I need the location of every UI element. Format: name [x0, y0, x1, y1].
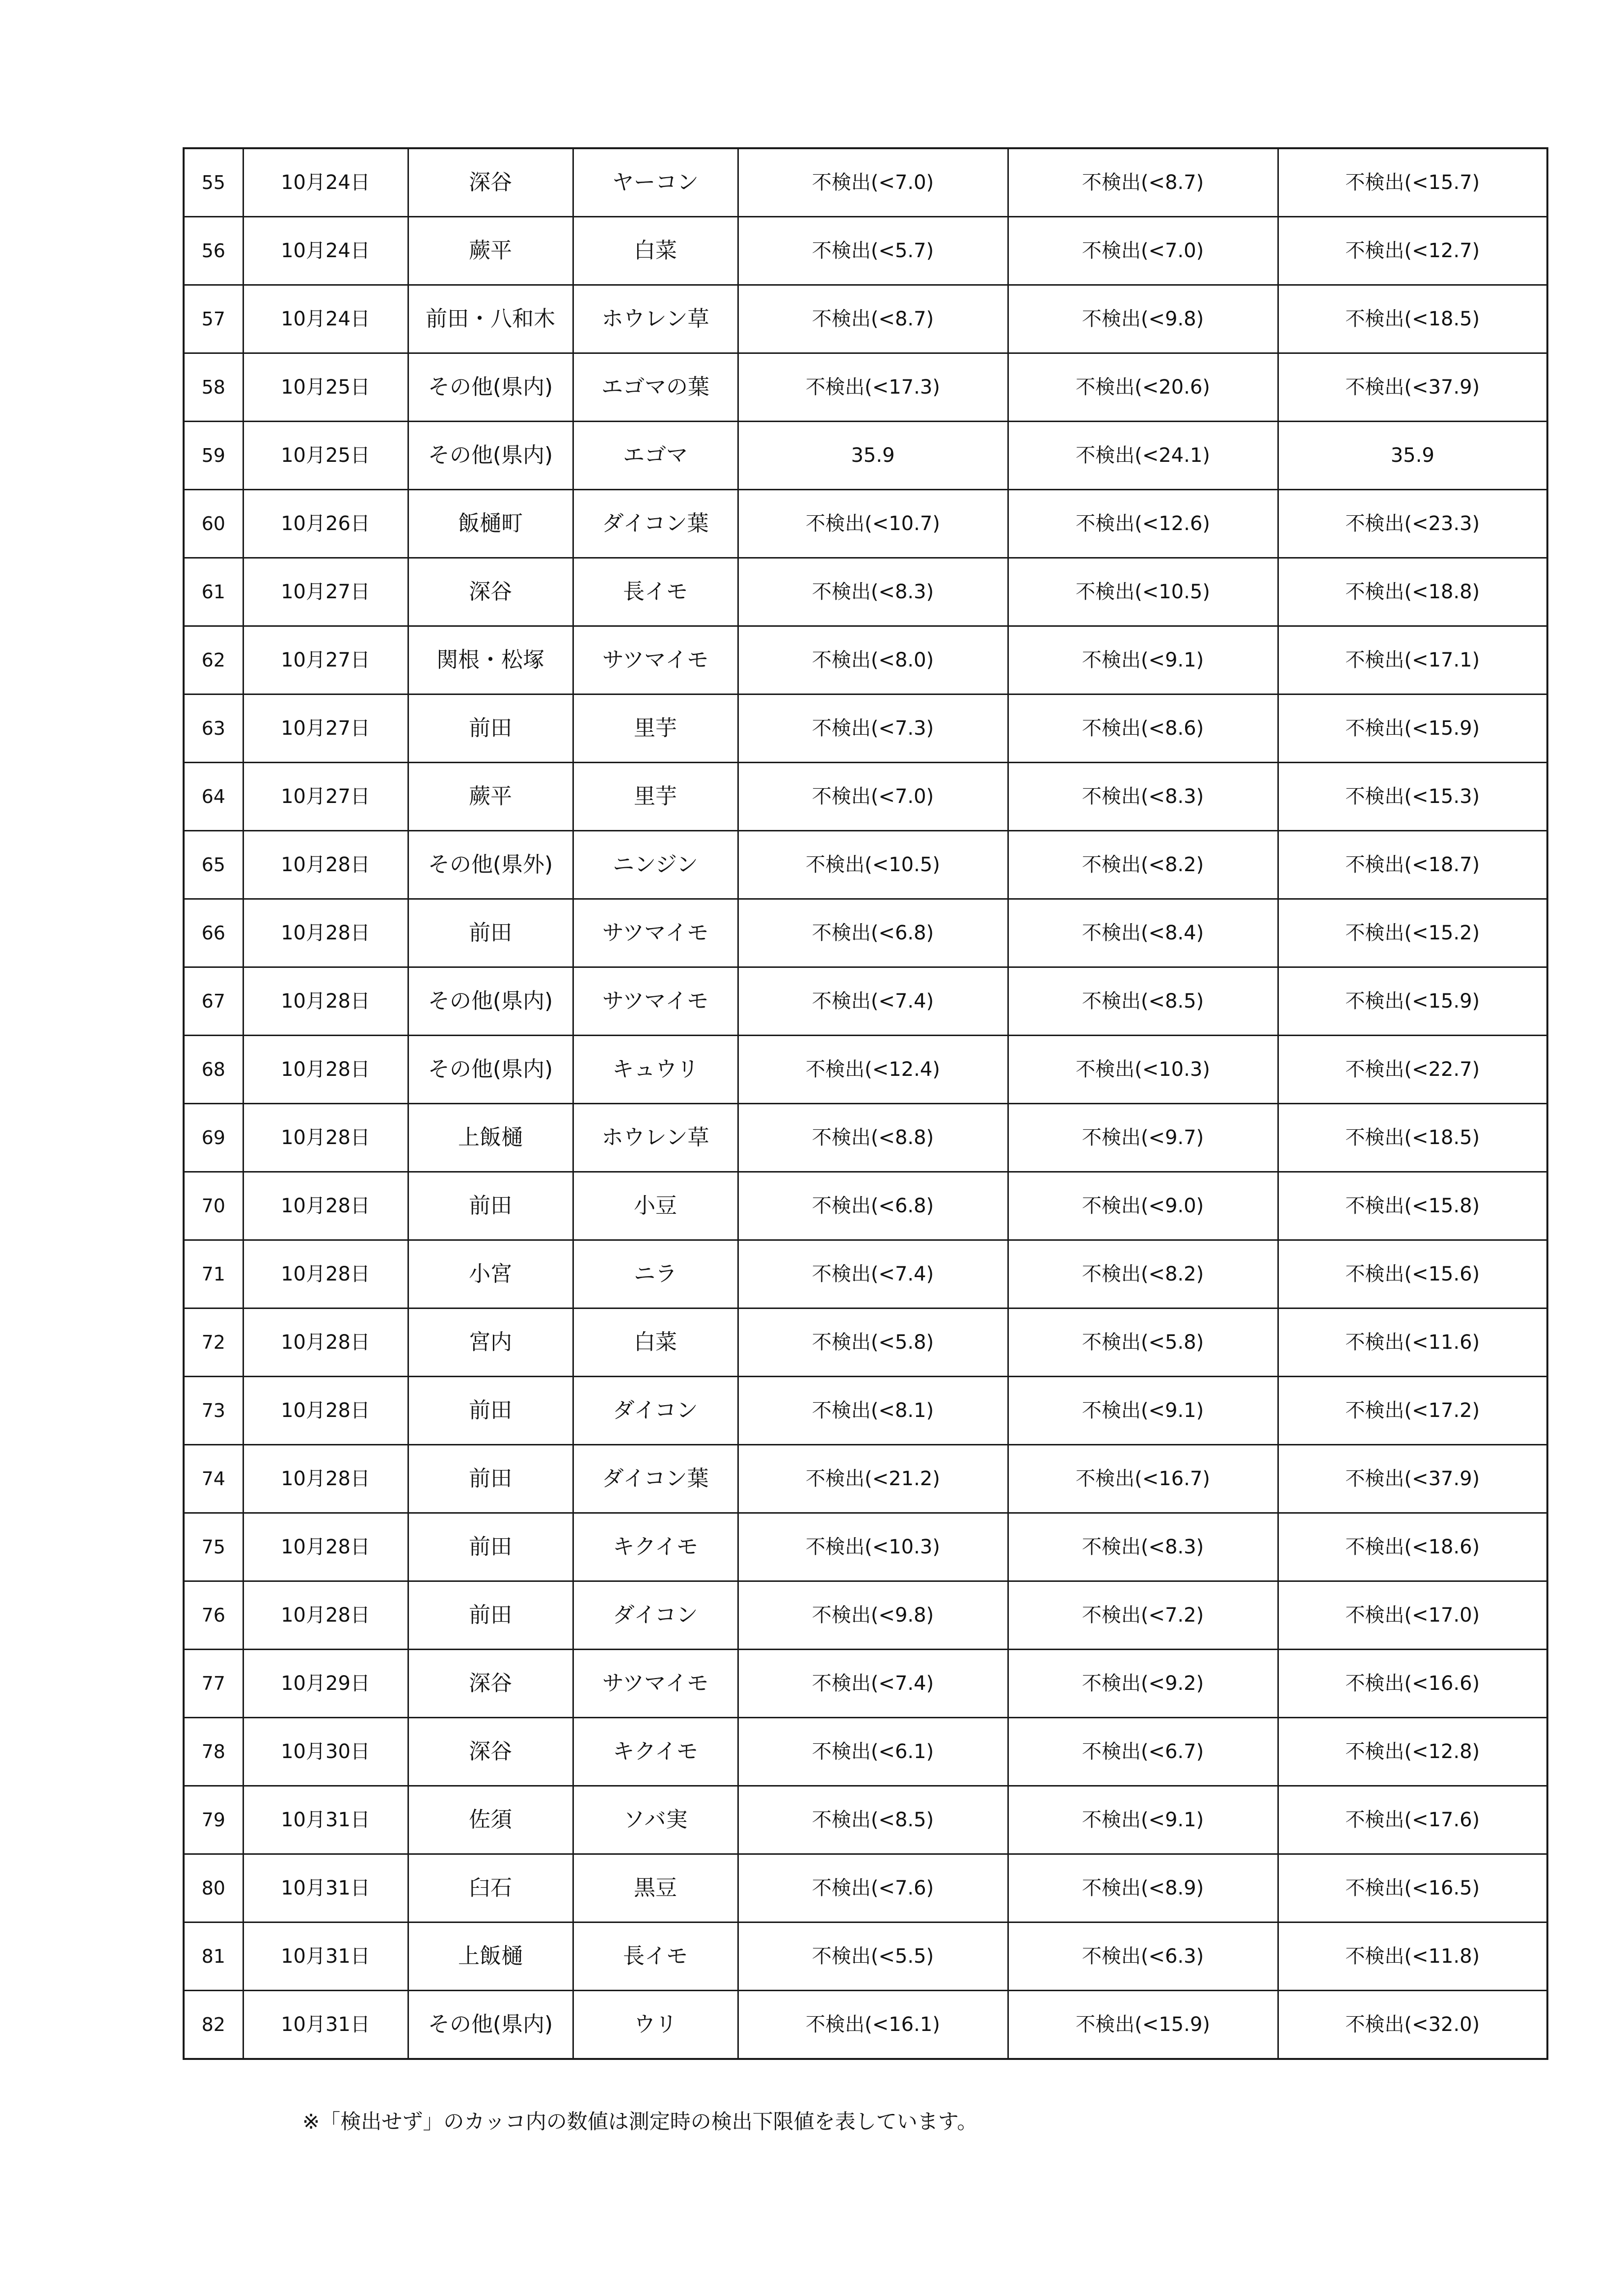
table-row	[184, 1854, 1547, 1922]
sample-number-cell: 60	[184, 490, 243, 558]
sample-number-cell: 79	[184, 1786, 243, 1854]
sample-date-cell: 10月24日	[243, 285, 408, 353]
result-value-2-cell: 不検出(<20.6)	[1008, 353, 1278, 422]
table-body	[184, 148, 1547, 2059]
item-cell: ホウレン草	[573, 285, 738, 353]
sample-number-cell: 71	[184, 1240, 243, 1308]
sample-number-cell: 73	[184, 1377, 243, 1445]
result-value-2-cell: 不検出(<9.7)	[1008, 1104, 1278, 1172]
sample-date-cell: 10月27日	[243, 763, 408, 831]
sample-number-cell: 66	[184, 899, 243, 967]
area-cell: その他(県外)	[408, 831, 573, 899]
item-cell: サツマイモ	[573, 967, 738, 1036]
area-cell: 蕨平	[408, 763, 573, 831]
result-value-2-cell: 不検出(<9.1)	[1008, 1786, 1278, 1854]
item-cell: サツマイモ	[573, 1650, 738, 1718]
table-row	[184, 217, 1547, 285]
result-value-1-cell: 不検出(<21.2)	[738, 1445, 1008, 1513]
item-cell: 白菜	[573, 1308, 738, 1377]
result-total-cell: 不検出(<11.8)	[1278, 1922, 1547, 1991]
item-cell: キュウリ	[573, 1036, 738, 1104]
area-cell: 飯樋町	[408, 490, 573, 558]
result-total-cell: 不検出(<22.7)	[1278, 1036, 1547, 1104]
sample-number-cell: 62	[184, 626, 243, 694]
item-cell: 長イモ	[573, 1922, 738, 1991]
footnote: ※「検出せず」のカッコ内の数値は測定時の検出下限値を表しています。	[302, 2109, 978, 2134]
table-row	[184, 1445, 1547, 1513]
sample-number-cell: 81	[184, 1922, 243, 1991]
area-cell: 蕨平	[408, 217, 573, 285]
area-cell: 深谷	[408, 558, 573, 626]
item-cell: 小豆	[573, 1172, 738, 1240]
item-cell: キクイモ	[573, 1513, 738, 1581]
sample-date-cell: 10月26日	[243, 490, 408, 558]
table-row	[184, 1650, 1547, 1718]
sample-number-cell: 74	[184, 1445, 243, 1513]
result-value-1-cell: 不検出(<9.8)	[738, 1581, 1008, 1650]
item-cell: ダイコン葉	[573, 1445, 738, 1513]
sample-number-cell: 70	[184, 1172, 243, 1240]
sample-number-cell: 72	[184, 1308, 243, 1377]
result-value-2-cell: 不検出(<8.9)	[1008, 1854, 1278, 1922]
table-row	[184, 1991, 1547, 2059]
result-total-cell: 不検出(<15.2)	[1278, 899, 1547, 967]
sample-date-cell: 10月24日	[243, 148, 408, 217]
result-value-1-cell: 不検出(<7.0)	[738, 148, 1008, 217]
result-value-1-cell: 不検出(<5.8)	[738, 1308, 1008, 1377]
result-value-2-cell: 不検出(<24.1)	[1008, 422, 1278, 490]
area-cell: 佐須	[408, 1786, 573, 1854]
result-value-1-cell: 不検出(<7.6)	[738, 1854, 1008, 1922]
result-value-1-cell: 不検出(<8.1)	[738, 1377, 1008, 1445]
result-total-cell: 不検出(<23.3)	[1278, 490, 1547, 558]
result-value-1-cell: 不検出(<5.7)	[738, 217, 1008, 285]
sample-date-cell: 10月31日	[243, 1922, 408, 1991]
result-value-2-cell: 不検出(<8.3)	[1008, 1513, 1278, 1581]
result-value-2-cell: 不検出(<9.1)	[1008, 626, 1278, 694]
item-cell: 長イモ	[573, 558, 738, 626]
area-cell: 関根・松塚	[408, 626, 573, 694]
result-total-cell: 不検出(<17.1)	[1278, 626, 1547, 694]
result-total-cell: 不検出(<37.9)	[1278, 353, 1547, 422]
sample-number-cell: 55	[184, 148, 243, 217]
sample-number-cell: 82	[184, 1991, 243, 2059]
sample-number-cell: 75	[184, 1513, 243, 1581]
result-value-1-cell: 不検出(<8.5)	[738, 1786, 1008, 1854]
area-cell: 深谷	[408, 1650, 573, 1718]
result-value-2-cell: 不検出(<9.1)	[1008, 1377, 1278, 1445]
area-cell: 宮内	[408, 1308, 573, 1377]
table-row	[184, 694, 1547, 763]
result-value-1-cell: 不検出(<10.3)	[738, 1513, 1008, 1581]
area-cell: 上飯樋	[408, 1104, 573, 1172]
result-value-1-cell: 不検出(<8.0)	[738, 626, 1008, 694]
table-row	[184, 763, 1547, 831]
sample-date-cell: 10月27日	[243, 626, 408, 694]
table-row	[184, 353, 1547, 422]
area-cell: 深谷	[408, 148, 573, 217]
area-cell: その他(県内)	[408, 422, 573, 490]
table-row	[184, 1786, 1547, 1854]
result-value-2-cell: 不検出(<8.4)	[1008, 899, 1278, 967]
result-value-2-cell: 不検出(<12.6)	[1008, 490, 1278, 558]
sample-number-cell: 61	[184, 558, 243, 626]
result-value-1-cell: 不検出(<7.3)	[738, 694, 1008, 763]
item-cell: サツマイモ	[573, 899, 738, 967]
sample-date-cell: 10月28日	[243, 1513, 408, 1581]
table-row	[184, 831, 1547, 899]
result-total-cell: 不検出(<18.5)	[1278, 1104, 1547, 1172]
sample-date-cell: 10月25日	[243, 353, 408, 422]
result-value-1-cell: 不検出(<10.7)	[738, 490, 1008, 558]
table-row	[184, 1240, 1547, 1308]
area-cell: 前田	[408, 1513, 573, 1581]
sample-date-cell: 10月28日	[243, 1445, 408, 1513]
sample-number-cell: 67	[184, 967, 243, 1036]
result-value-2-cell: 不検出(<8.3)	[1008, 763, 1278, 831]
result-total-cell: 不検出(<12.8)	[1278, 1718, 1547, 1786]
sample-date-cell: 10月28日	[243, 967, 408, 1036]
result-total-cell: 不検出(<15.7)	[1278, 148, 1547, 217]
result-value-2-cell: 不検出(<6.7)	[1008, 1718, 1278, 1786]
sample-date-cell: 10月28日	[243, 1104, 408, 1172]
item-cell: 白菜	[573, 217, 738, 285]
item-cell: ニラ	[573, 1240, 738, 1308]
item-cell: キクイモ	[573, 1718, 738, 1786]
result-value-1-cell: 不検出(<5.5)	[738, 1922, 1008, 1991]
result-value-1-cell: 不検出(<6.1)	[738, 1718, 1008, 1786]
area-cell: 前田	[408, 899, 573, 967]
result-value-2-cell: 不検出(<8.5)	[1008, 967, 1278, 1036]
area-cell: 小宮	[408, 1240, 573, 1308]
result-total-cell: 不検出(<15.9)	[1278, 694, 1547, 763]
item-cell: ウリ	[573, 1991, 738, 2059]
sample-date-cell: 10月24日	[243, 217, 408, 285]
item-cell: ソバ実	[573, 1786, 738, 1854]
table-row	[184, 490, 1547, 558]
area-cell: 深谷	[408, 1718, 573, 1786]
area-cell: その他(県内)	[408, 1991, 573, 2059]
sample-date-cell: 10月30日	[243, 1718, 408, 1786]
table-row	[184, 626, 1547, 694]
table-row	[184, 1718, 1547, 1786]
sample-number-cell: 64	[184, 763, 243, 831]
area-cell: 上飯樋	[408, 1922, 573, 1991]
result-value-1-cell: 不検出(<6.8)	[738, 1172, 1008, 1240]
sample-date-cell: 10月28日	[243, 831, 408, 899]
table-row	[184, 422, 1547, 490]
result-total-cell: 不検出(<16.5)	[1278, 1854, 1547, 1922]
result-total-cell: 不検出(<37.9)	[1278, 1445, 1547, 1513]
table-row	[184, 899, 1547, 967]
sample-number-cell: 69	[184, 1104, 243, 1172]
result-value-1-cell: 不検出(<7.4)	[738, 967, 1008, 1036]
area-cell: 前田	[408, 1377, 573, 1445]
sample-number-cell: 63	[184, 694, 243, 763]
result-total-cell: 不検出(<15.8)	[1278, 1172, 1547, 1240]
item-cell: ダイコン	[573, 1581, 738, 1650]
area-cell: 前田	[408, 1445, 573, 1513]
result-value-1-cell: 不検出(<7.4)	[738, 1650, 1008, 1718]
sample-date-cell: 10月28日	[243, 1377, 408, 1445]
item-cell: ホウレン草	[573, 1104, 738, 1172]
item-cell: エゴマの葉	[573, 353, 738, 422]
result-total-cell: 不検出(<18.7)	[1278, 831, 1547, 899]
result-total-cell: 不検出(<15.6)	[1278, 1240, 1547, 1308]
sample-number-cell: 65	[184, 831, 243, 899]
sample-number-cell: 57	[184, 285, 243, 353]
item-cell: 里芋	[573, 694, 738, 763]
table-row	[184, 148, 1547, 217]
result-total-cell: 不検出(<32.0)	[1278, 1991, 1547, 2059]
item-cell: 黒豆	[573, 1854, 738, 1922]
result-value-2-cell: 不検出(<8.6)	[1008, 694, 1278, 763]
result-total-cell: 不検出(<17.0)	[1278, 1581, 1547, 1650]
item-cell: ニンジン	[573, 831, 738, 899]
table-row	[184, 967, 1547, 1036]
item-cell: 里芋	[573, 763, 738, 831]
item-cell: サツマイモ	[573, 626, 738, 694]
sample-date-cell: 10月28日	[243, 1172, 408, 1240]
result-total-cell: 不検出(<17.2)	[1278, 1377, 1547, 1445]
item-cell: ダイコン	[573, 1377, 738, 1445]
result-value-2-cell: 不検出(<6.3)	[1008, 1922, 1278, 1991]
table-row	[184, 1513, 1547, 1581]
sample-date-cell: 10月29日	[243, 1650, 408, 1718]
table-row	[184, 1377, 1547, 1445]
result-value-2-cell: 不検出(<15.9)	[1008, 1991, 1278, 2059]
result-value-2-cell: 不検出(<8.2)	[1008, 1240, 1278, 1308]
table-row	[184, 1036, 1547, 1104]
result-value-1-cell: 不検出(<8.7)	[738, 285, 1008, 353]
result-value-2-cell: 不検出(<9.8)	[1008, 285, 1278, 353]
sample-number-cell: 58	[184, 353, 243, 422]
sample-number-cell: 59	[184, 422, 243, 490]
area-cell: 臼石	[408, 1854, 573, 1922]
result-value-2-cell: 不検出(<7.0)	[1008, 217, 1278, 285]
sample-number-cell: 77	[184, 1650, 243, 1718]
sample-date-cell: 10月27日	[243, 558, 408, 626]
result-value-2-cell: 不検出(<10.3)	[1008, 1036, 1278, 1104]
area-cell: 前田	[408, 1172, 573, 1240]
sample-date-cell: 10月28日	[243, 1240, 408, 1308]
table-row	[184, 1308, 1547, 1377]
item-cell: エゴマ	[573, 422, 738, 490]
result-value-2-cell: 不検出(<8.2)	[1008, 831, 1278, 899]
result-value-2-cell: 不検出(<9.2)	[1008, 1650, 1278, 1718]
result-value-1-cell: 不検出(<8.3)	[738, 558, 1008, 626]
result-total-cell: 不検出(<18.6)	[1278, 1513, 1547, 1581]
result-total-cell: 不検出(<16.6)	[1278, 1650, 1547, 1718]
sample-date-cell: 10月28日	[243, 1308, 408, 1377]
result-value-1-cell: 不検出(<7.4)	[738, 1240, 1008, 1308]
result-value-2-cell: 不検出(<8.7)	[1008, 148, 1278, 217]
table-row	[184, 558, 1547, 626]
result-value-2-cell: 不検出(<16.7)	[1008, 1445, 1278, 1513]
sample-date-cell: 10月31日	[243, 1854, 408, 1922]
area-cell: 前田	[408, 1581, 573, 1650]
sample-number-cell: 78	[184, 1718, 243, 1786]
result-total-cell: 不検出(<18.5)	[1278, 285, 1547, 353]
table-row	[184, 1172, 1547, 1240]
sample-number-cell: 68	[184, 1036, 243, 1104]
result-value-1-cell: 不検出(<7.0)	[738, 763, 1008, 831]
area-cell: 前田	[408, 694, 573, 763]
result-total-cell: 不検出(<15.3)	[1278, 763, 1547, 831]
table-row	[184, 1581, 1547, 1650]
result-value-1-cell: 不検出(<17.3)	[738, 353, 1008, 422]
result-value-1-cell: 不検出(<6.8)	[738, 899, 1008, 967]
table-row	[184, 1104, 1547, 1172]
area-cell: 前田・八和木	[408, 285, 573, 353]
item-cell: ダイコン葉	[573, 490, 738, 558]
sample-date-cell: 10月27日	[243, 694, 408, 763]
result-value-1-cell: 不検出(<8.8)	[738, 1104, 1008, 1172]
sample-date-cell: 10月28日	[243, 1581, 408, 1650]
sample-date-cell: 10月31日	[243, 1786, 408, 1854]
item-cell: ヤーコン	[573, 148, 738, 217]
result-value-1-cell: 不検出(<10.5)	[738, 831, 1008, 899]
result-total-cell: 不検出(<18.8)	[1278, 558, 1547, 626]
sample-number-cell: 76	[184, 1581, 243, 1650]
result-total-cell: 不検出(<17.6)	[1278, 1786, 1547, 1854]
sample-date-cell: 10月28日	[243, 899, 408, 967]
sample-number-cell: 80	[184, 1854, 243, 1922]
sample-date-cell: 10月25日	[243, 422, 408, 490]
area-cell: その他(県内)	[408, 1036, 573, 1104]
result-value-2-cell: 不検出(<9.0)	[1008, 1172, 1278, 1240]
result-value-1-cell: 35.9	[738, 422, 1008, 490]
table-row	[184, 285, 1547, 353]
area-cell: その他(県内)	[408, 353, 573, 422]
result-total-cell: 不検出(<11.6)	[1278, 1308, 1547, 1377]
result-value-1-cell: 不検出(<16.1)	[738, 1991, 1008, 2059]
area-cell: その他(県内)	[408, 967, 573, 1036]
sample-number-cell: 56	[184, 217, 243, 285]
result-value-2-cell: 不検出(<10.5)	[1008, 558, 1278, 626]
result-total-cell: 不検出(<12.7)	[1278, 217, 1547, 285]
result-value-2-cell: 不検出(<7.2)	[1008, 1581, 1278, 1650]
result-value-1-cell: 不検出(<12.4)	[738, 1036, 1008, 1104]
sample-date-cell: 10月31日	[243, 1991, 408, 2059]
table-row	[184, 1922, 1547, 1991]
result-value-2-cell: 不検出(<5.8)	[1008, 1308, 1278, 1377]
measurement-results-table	[183, 147, 1548, 2060]
sample-date-cell: 10月28日	[243, 1036, 408, 1104]
result-total-cell: 35.9	[1278, 422, 1547, 490]
result-total-cell: 不検出(<15.9)	[1278, 967, 1547, 1036]
